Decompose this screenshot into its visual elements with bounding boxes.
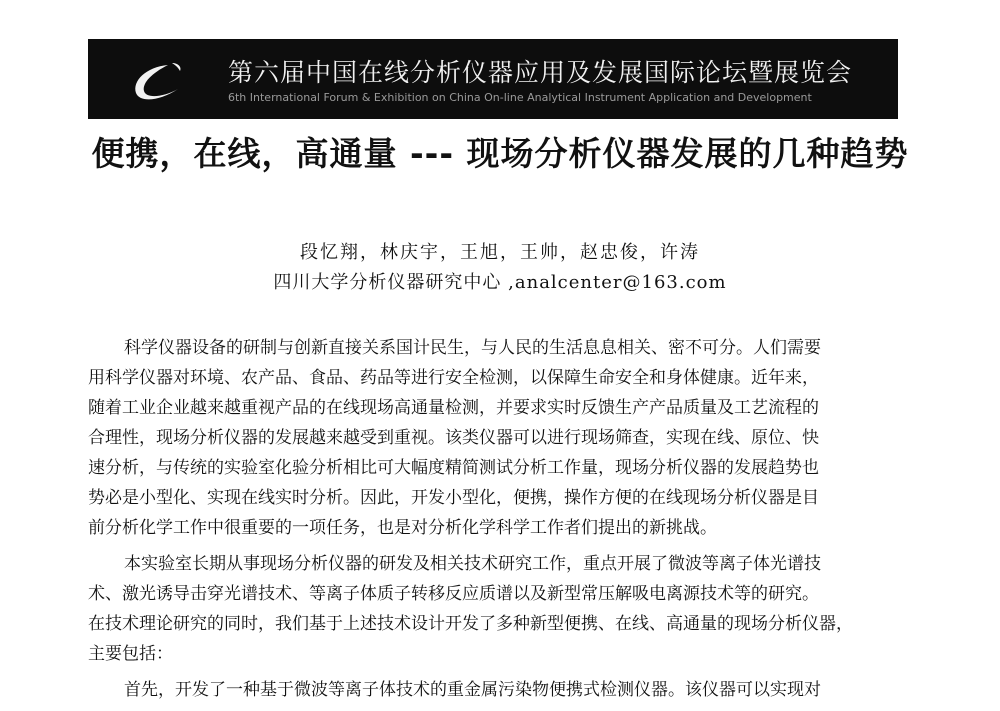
paragraph-line: 势必是小型化、实现在线实时分析。因此，开发小型化，便携，操作方便的在线现场分析仪器是目 <box>88 488 819 508</box>
banner-subtitle: 6th International Forum & Exhibition on China On-line Analytical Instrument Application and Development <box>228 91 812 104</box>
paragraph-line: 本实验室长期从事现场分析仪器的研发及相关技术研究工作，重点开展了微波等离子体光谱技 <box>124 554 821 574</box>
paragraph-1 <box>88 333 900 543</box>
paragraph-line: 在技术理论研究的同时，我们基于上述技术设计开发了多种新型便携、在线、高通量的现场分析仪器， <box>88 614 853 634</box>
paragraph-line: 首先，开发了一种基于微波等离子体技术的重金属污染物便携式检测仪器。该仪器可以实现对 <box>124 680 821 700</box>
conference-logo-icon <box>128 59 186 105</box>
paragraph-line: 科学仪器设备的研制与创新直接关系国计民生，与人民的生活息息相关、密不可分。人们需要 <box>124 338 821 358</box>
paragraph-2 <box>88 549 900 669</box>
paragraph-line: 前分析化学工作中很重要的一项任务，也是对分析化学科学工作者们提出的新挑战。 <box>88 518 717 538</box>
paragraph-3 <box>88 675 900 705</box>
paragraph-line: 速分析，与传统的实验室化验分析相比可大幅度精简测试分析工作量，现场分析仪器的发展趋势也 <box>88 458 819 478</box>
banner-title: 第六届中国在线分析仪器应用及发展国际论坛暨展览会 <box>228 58 853 87</box>
paragraph-line: 主要包括： <box>88 644 173 664</box>
paragraph-line: 术、激光诱导击穿光谱技术、等离子体质子转移反应质谱以及新型常压解吸电离源技术等的研究。 <box>88 584 819 604</box>
conference-banner <box>88 39 898 119</box>
body-text <box>88 333 900 711</box>
paragraph-line: 用科学仪器对环境、农产品、食品、药品等进行安全检测，以保障生命安全和身体健康。近年来， <box>88 368 819 388</box>
paper-title: 便携，在线，高通量 --- 现场分析仪器发展的几种趋势 <box>91 134 909 173</box>
authors: 段忆翔，林庆宇，王旭，王帅，赵忠俊，许涛 <box>300 242 700 263</box>
paragraph-line: 合理性，现场分析仪器的发展越来越受到重视。该类仪器可以进行现场筛查，实现在线、原位、快 <box>88 428 819 448</box>
affiliation: 四川大学分析仪器研究中心 ,analcenter@163.com <box>273 272 727 293</box>
paragraph-line: 随着工业企业越来越重视产品的在线现场高通量检测，并要求实时反馈生产产品质量及工艺流程的 <box>88 398 819 418</box>
